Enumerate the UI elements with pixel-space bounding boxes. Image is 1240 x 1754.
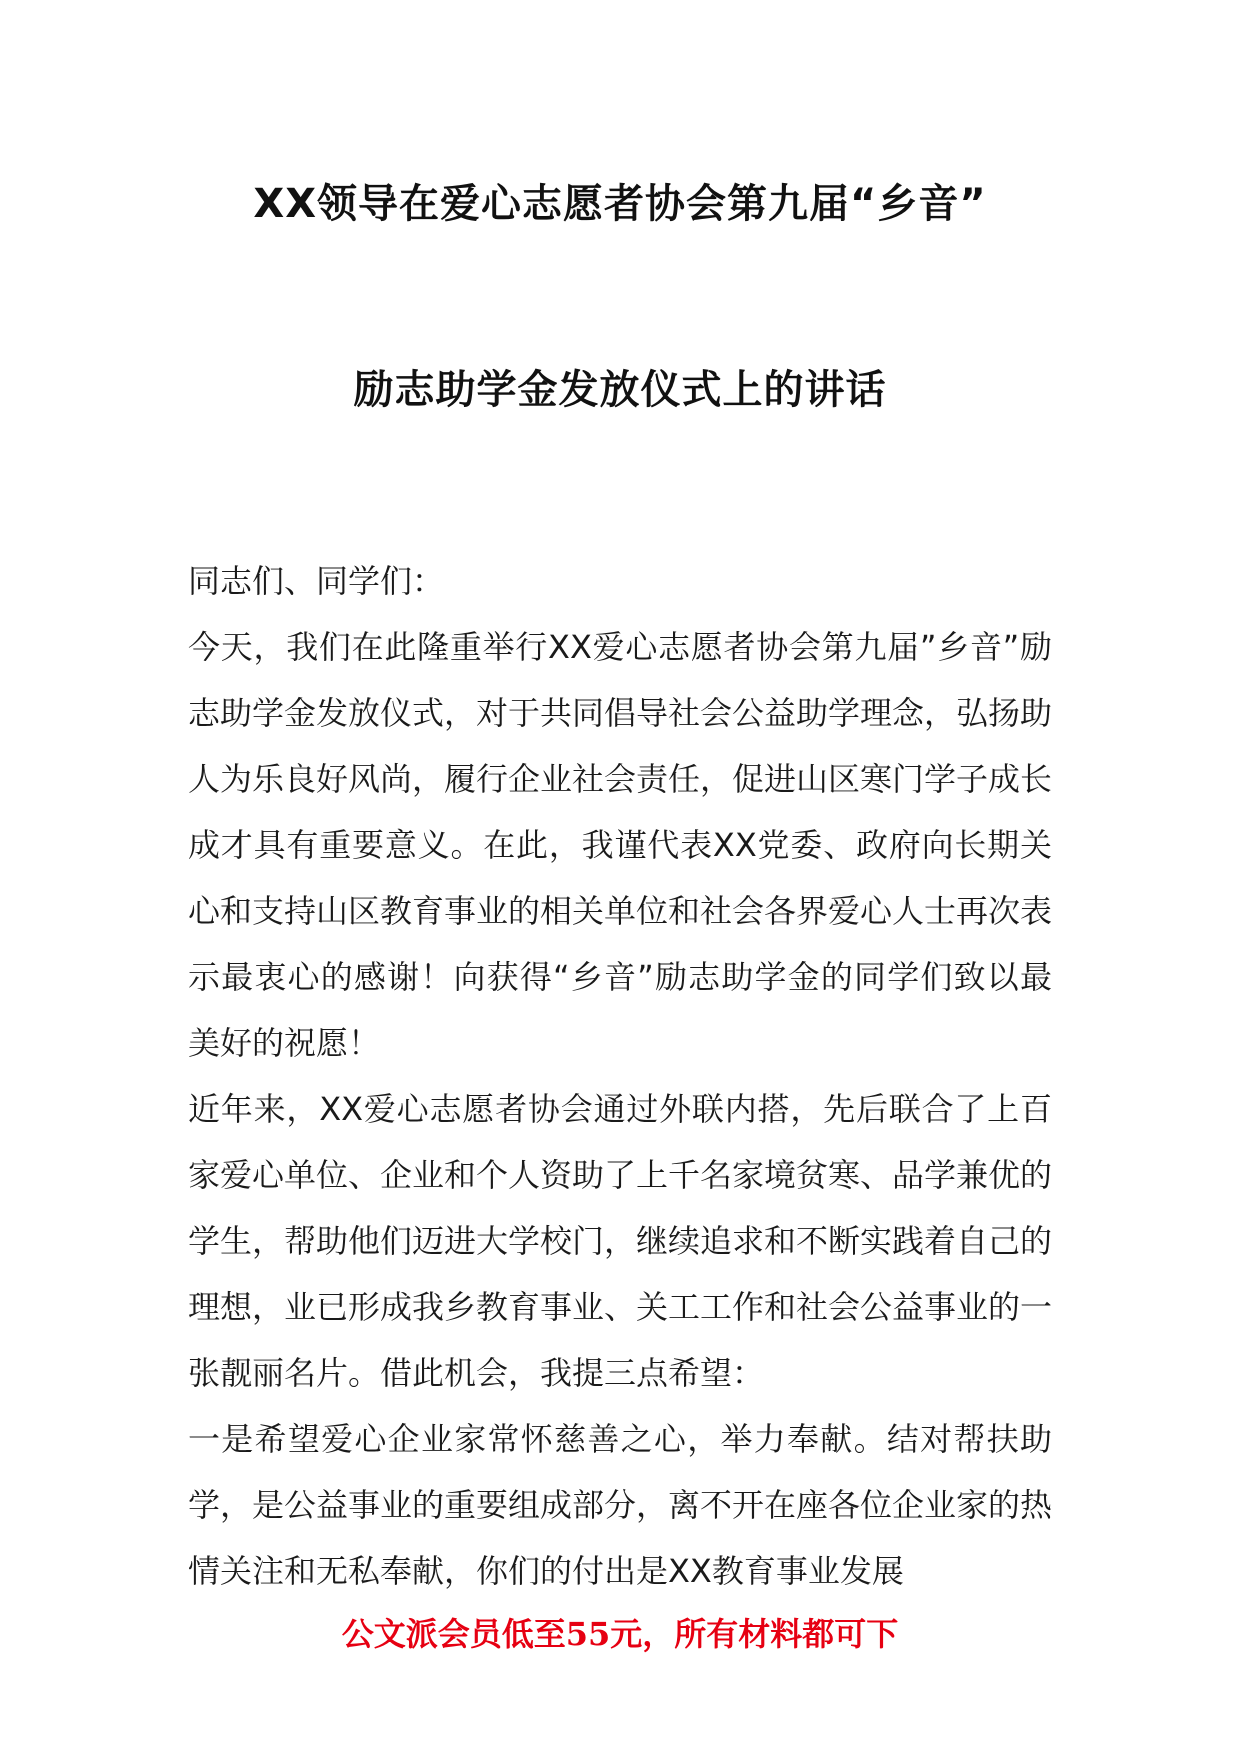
document-title-line2: 励志助学金发放仪式上的讲话 [353,367,887,413]
document-body [188,548,1052,1604]
paragraph-1: 今天，我们在此隆重举行XX爱心志愿者协会第九届”乡音”励志助学金发放仪式，对于共同倡导社会公益助学理念，弘扬助人为乐良好风尚，履行企业社会责任，促进山区寒门学子成长成才具有重要意义。在此，我谨代表XX党委、政府向长期关心和支持山区教育事业的相关单位和社会各界爱心人士再次表示最衷心的感谢！向获得“乡音”励志助学金的同学们致以最美好的祝愿！ [188,628,1053,1062]
paragraph-3: 一是希望爱心企业家常怀慈善之心，举力奉献。结对帮扶助学，是公益事业的重要组成部分，离不开在座各位企业家的热情关注和无私奉献，你们的付出是XX教育事业发展 [188,1420,1053,1590]
promo-footer: 公文派会员低至55元，所有材料都可下 [341,1615,899,1653]
document-title-line1: XX领导在爱心志愿者协会第九届“乡音” [253,181,987,227]
paragraph-2: 近年来，XX爱心志愿者协会通过外联内搭，先后联合了上百家爱心单位、企业和个人资助了上千名家境贫寒、品学兼优的学生，帮助他们迈进大学校门，继续追求和不断实践着自己的理想，业已形成我乡教育事业、关工工作和社会公益事业的一张靓丽名片。借此机会，我提三点希望： [188,1090,1053,1392]
salutation: 同志们、同学们： [188,562,445,600]
